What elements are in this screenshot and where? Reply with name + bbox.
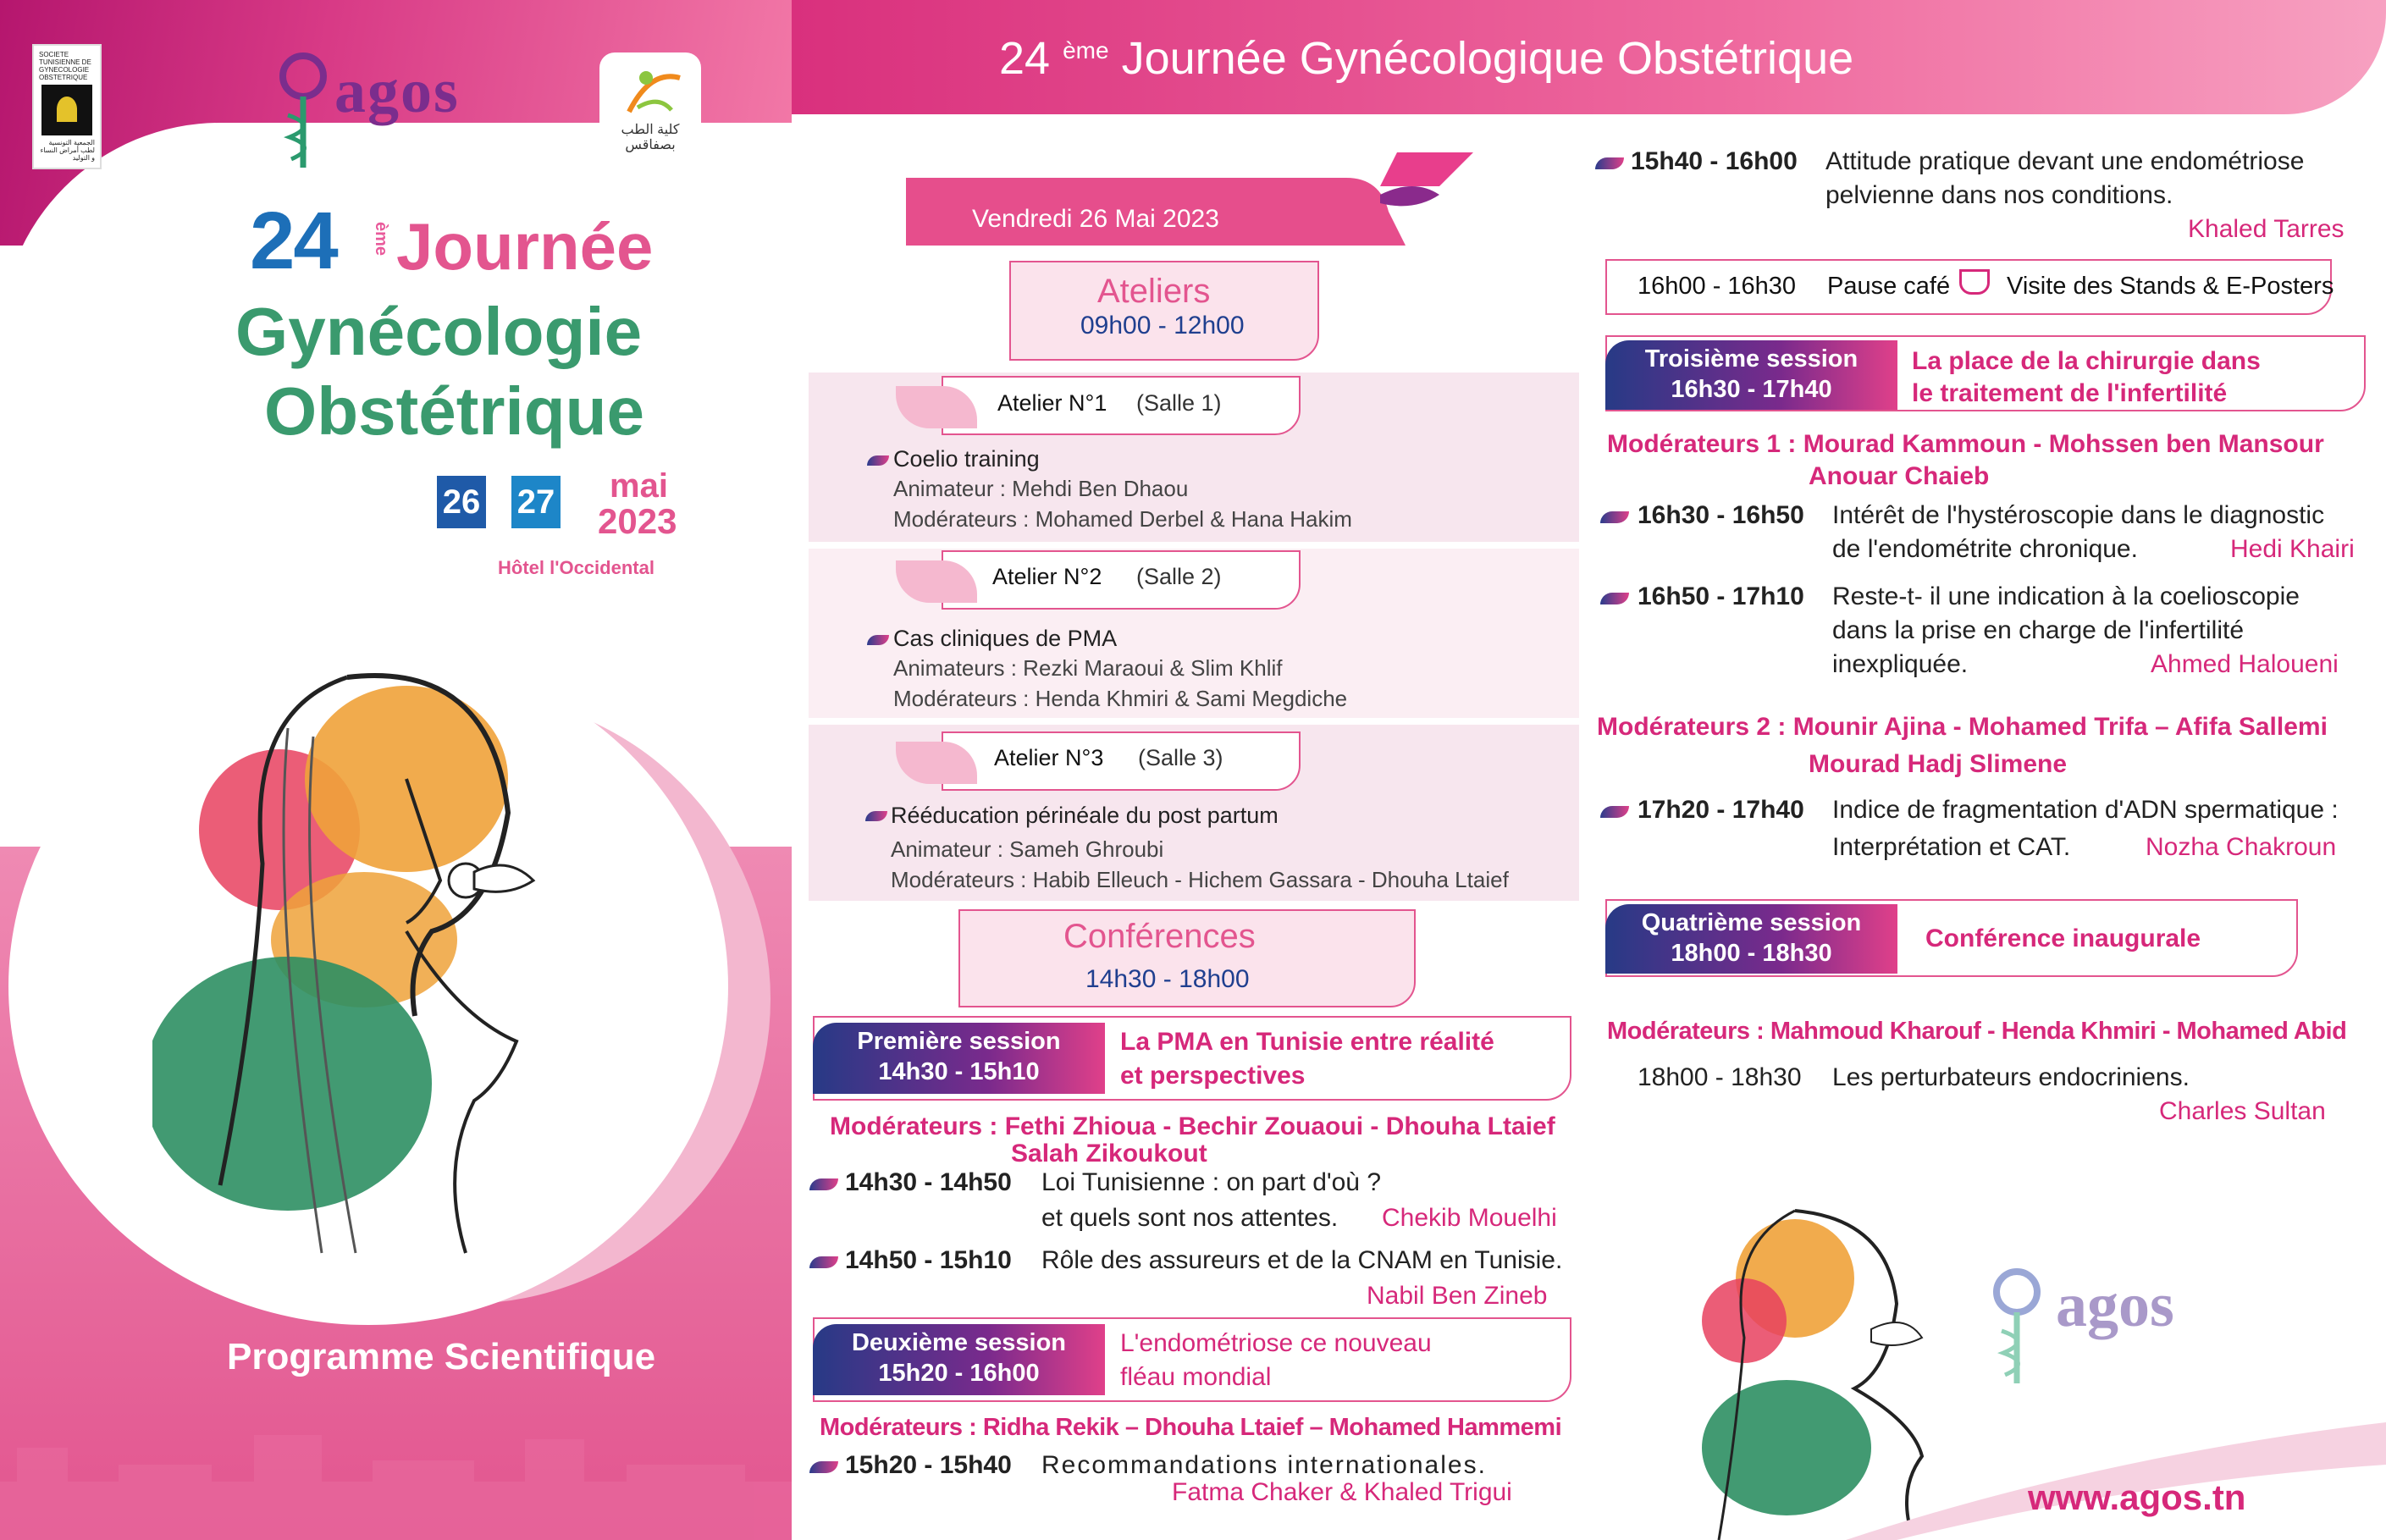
edition-number: 24	[250, 196, 337, 286]
website-link[interactable]: www.agos.tn	[2028, 1477, 2246, 1517]
stgo-emblem-icon	[41, 85, 92, 135]
atelier-1-topic: Coelio training	[893, 446, 1040, 472]
talk-6-title-2: dans la prise en charge de l'infertilité	[1832, 616, 2245, 644]
atelier-2-room: (Salle 2)	[1136, 564, 1222, 589]
atelier-3-animateur: Animateur : Sameh Ghroubi	[891, 836, 1164, 862]
atelier-3-room: (Salle 3)	[1138, 745, 1223, 770]
stgo-logo	[32, 44, 102, 169]
atelier-1-animateur: Animateur : Mehdi Ben Dhaou	[893, 476, 1189, 501]
session-2-time: 15h20 - 16h00	[878, 1360, 1040, 1387]
session-2-theme-1: L'endométriose ce nouveau	[1120, 1329, 1432, 1357]
talk-6-title-1: Reste-t- il une indication à la coelioscopie	[1832, 582, 2300, 610]
faculty-logo-text: كلية الطب بصفاقس	[621, 123, 680, 152]
session-1-badge	[813, 1023, 1105, 1094]
session-1-time: 14h30 - 15h10	[878, 1058, 1040, 1085]
talk-4-time: 15h40 - 16h00	[1631, 147, 1798, 175]
atelier-3-name: Atelier N°3	[994, 745, 1104, 770]
session-1-theme-1: La PMA en Tunisie entre réalité	[1120, 1028, 1494, 1056]
date-day-2: 27	[511, 476, 561, 528]
talk-4-title-2: pelvienne dans nos conditions.	[1825, 181, 2173, 209]
talk-4-title-1: Attitude pratique devant une endométriose	[1825, 147, 2305, 175]
session-3-badge	[1605, 340, 1897, 410]
talk-7-speaker: Nozha Chakroun	[2146, 833, 2337, 861]
banner-title-text: Journée Gynécologique Obstétrique	[1121, 33, 1854, 84]
coffee-cup-icon	[1959, 269, 1990, 295]
conferences-time: 14h30 - 18h00	[1085, 965, 1250, 993]
bullet-leaf-icon	[1600, 806, 1629, 818]
talk-1-title-1: Loi Tunisienne : on part d'où ?	[1041, 1168, 1382, 1196]
atelier-3-moderateurs: Modérateurs : Habib Elleuch - Hichem Gassara - Dhouha Ltaief	[891, 867, 1509, 892]
session-1-theme-2: et perspectives	[1120, 1062, 1306, 1090]
stgo-logo-text: SOCIETE TUNISIENNE DE GYNECOLOGIE OBSTETRIQUE	[39, 51, 91, 81]
title-obstetrique: Obstétrique	[264, 373, 644, 449]
bullet-leaf-icon	[809, 1178, 838, 1190]
talk-7-title-1: Indice de fragmentation d'ADN spermatique :	[1832, 796, 2339, 824]
talk-6-time: 16h50 - 17h10	[1638, 582, 1804, 610]
session-3-time: 16h30 - 17h40	[1671, 376, 1832, 403]
talk-8-speaker: Charles Sultan	[2159, 1097, 2326, 1125]
coffee-break-label: Pause café	[1827, 273, 1951, 300]
woman-illustration	[152, 660, 593, 1278]
talk-5-title-1: Intérêt de l'hystéroscopie dans le diagnostic	[1832, 501, 2325, 529]
ateliers-time: 09h00 - 12h00	[1080, 312, 1245, 339]
session-3-theme-2: le traitement de l'infertilité	[1912, 379, 2228, 407]
coffee-break-visit: Visite des Stands & E-Posters	[2007, 273, 2334, 300]
banner-edition-number: 24	[999, 33, 1051, 84]
session-1-moderators-2: Salah Zikoukout	[1011, 1140, 1207, 1167]
day-ribbon	[898, 144, 1473, 254]
talk-2-title: Rôle des assureurs et de la CNAM en Tunisie.	[1041, 1246, 1563, 1274]
conferences-title: Conférences	[1063, 918, 1256, 955]
talk-7-time: 17h20 - 17h40	[1638, 796, 1804, 824]
agos-logo-text: agos	[334, 57, 460, 126]
session-2-label: Deuxième session	[851, 1329, 1067, 1356]
session-1-label: Première session	[857, 1028, 1061, 1055]
faculty-logo	[599, 52, 701, 171]
faculty-emblem-icon	[612, 61, 688, 120]
session-3-label: Troisième session	[1644, 345, 1859, 373]
talk-6-title-3: inexpliquée.	[1832, 650, 1969, 678]
date-day-1: 26	[437, 476, 486, 528]
talk-3-title: Recommandations internationales.	[1041, 1451, 1487, 1479]
session-3-theme-1: La place de la chirurgie dans	[1912, 347, 2261, 375]
date-month: mai	[610, 467, 668, 505]
talk-6-speaker: Ahmed Haloueni	[2151, 650, 2339, 678]
talk-5-time: 16h30 - 16h50	[1638, 501, 1804, 529]
ateliers-title: Ateliers	[1097, 273, 1211, 310]
bullet-leaf-icon	[809, 1256, 838, 1268]
session-4-label: Quatrième session	[1641, 909, 1862, 936]
stgo-logo-text-ar: الجمعية التونسية لطب أمراض النساء و التوليد	[40, 139, 95, 162]
talk-5-title-2: de l'endométrite chronique.	[1832, 535, 2138, 563]
talk-3-speaker: Fatma Chaker & Khaled Trigui	[1172, 1478, 1512, 1506]
city-wall-illustration	[0, 1422, 792, 1540]
cover-panel	[0, 0, 792, 1540]
talk-1-title-2: et quels sont nos attentes.	[1041, 1204, 1339, 1232]
atelier-3-topic: Rééducation périnéale du post partum	[891, 803, 1279, 828]
talk-4-speaker: Khaled Tarres	[2188, 215, 2345, 243]
top-banner	[792, 0, 2386, 114]
session-2-theme-2: fléau mondial	[1120, 1363, 1272, 1391]
venus-caduceus-icon	[1983, 1265, 2051, 1392]
bullet-leaf-icon	[809, 1461, 838, 1473]
banner-edition-suffix: ème	[1063, 37, 1109, 63]
talk-7-title-2: Interprétation et CAT.	[1832, 833, 2071, 861]
session-2-badge	[813, 1324, 1105, 1395]
atelier-1-room: (Salle 1)	[1136, 390, 1222, 416]
atelier-2-animateur: Animateurs : Rezki Maraoui & Slim Khlif	[893, 655, 1283, 681]
session-3-moderators-2a: Modérateurs 2 : Mounir Ajina - Mohamed Trifa – Afifa Sallemi	[1597, 713, 2328, 741]
date-year: 2023	[598, 501, 677, 541]
title-gynecologie: Gynécologie	[235, 294, 643, 369]
agos-logo-text-faded: agos	[2056, 1271, 2174, 1340]
atelier-1-moderateurs: Modérateurs : Mohamed Derbel & Hana Hakim	[893, 506, 1352, 532]
banner-title	[999, 32, 1853, 85]
session-4-badge	[1605, 904, 1897, 974]
talk-1-speaker: Chekib Mouelhi	[1382, 1204, 1557, 1232]
talk-8-title: Les perturbateurs endocriniens.	[1832, 1063, 2190, 1091]
atelier-1-header	[942, 376, 1301, 435]
talk-1-time: 14h30 - 14h50	[845, 1168, 1012, 1196]
title-journee: Journée	[396, 209, 654, 284]
bullet-leaf-icon	[1600, 511, 1629, 523]
talk-5-speaker: Hedi Khairi	[2230, 535, 2355, 563]
edition-suffix: ème	[372, 222, 390, 257]
atelier-2-topic: Cas cliniques de PMA	[893, 626, 1118, 651]
session-2-moderators: Modérateurs : Ridha Rekik – Dhouha Ltaief – Mohamed Hammemi	[820, 1414, 1562, 1441]
venus-caduceus-icon	[269, 49, 337, 176]
day-label: Vendredi 26 Mai 2023	[972, 205, 1219, 233]
talk-2-speaker: Nabil Ben Zineb	[1367, 1282, 1548, 1310]
session-4-theme: Conférence inaugurale	[1925, 925, 2201, 952]
bullet-leaf-icon	[1600, 593, 1629, 604]
session-3-moderators-2b: Mourad Hadj Slimene	[1809, 750, 2068, 778]
session-4-moderators: Modérateurs : Mahmoud Kharouf - Henda Khmiri - Mohamed Abid	[1607, 1018, 2347, 1045]
coffee-break-time: 16h00 - 16h30	[1638, 273, 1797, 300]
atelier-2-name: Atelier N°2	[992, 564, 1102, 589]
atelier-1-name: Atelier N°1	[997, 390, 1107, 416]
atelier-2-moderateurs: Modérateurs : Henda Khmiri & Sami Megdiche	[893, 686, 1348, 711]
bullet-leaf-icon	[1595, 157, 1624, 169]
session-1-moderators-1: Modérateurs : Fethi Zhioua - Bechir Zouaoui - Dhouha Ltaief	[830, 1112, 1555, 1140]
talk-3-time: 15h20 - 15h40	[845, 1451, 1012, 1479]
venue: Hôtel l'Occidental	[498, 557, 654, 578]
talk-2-time: 14h50 - 15h10	[845, 1246, 1012, 1274]
session-4-time: 18h00 - 18h30	[1671, 940, 1832, 967]
talk-8-time: 18h00 - 18h30	[1638, 1063, 1802, 1091]
session-3-moderators-1a: Modérateurs 1 : Mourad Kammoun - Mohssen ben Mansour	[1607, 430, 2324, 458]
session-3-moderators-1b: Anouar Chaieb	[1809, 462, 1990, 490]
programme-label: Programme Scientifique	[227, 1336, 656, 1377]
